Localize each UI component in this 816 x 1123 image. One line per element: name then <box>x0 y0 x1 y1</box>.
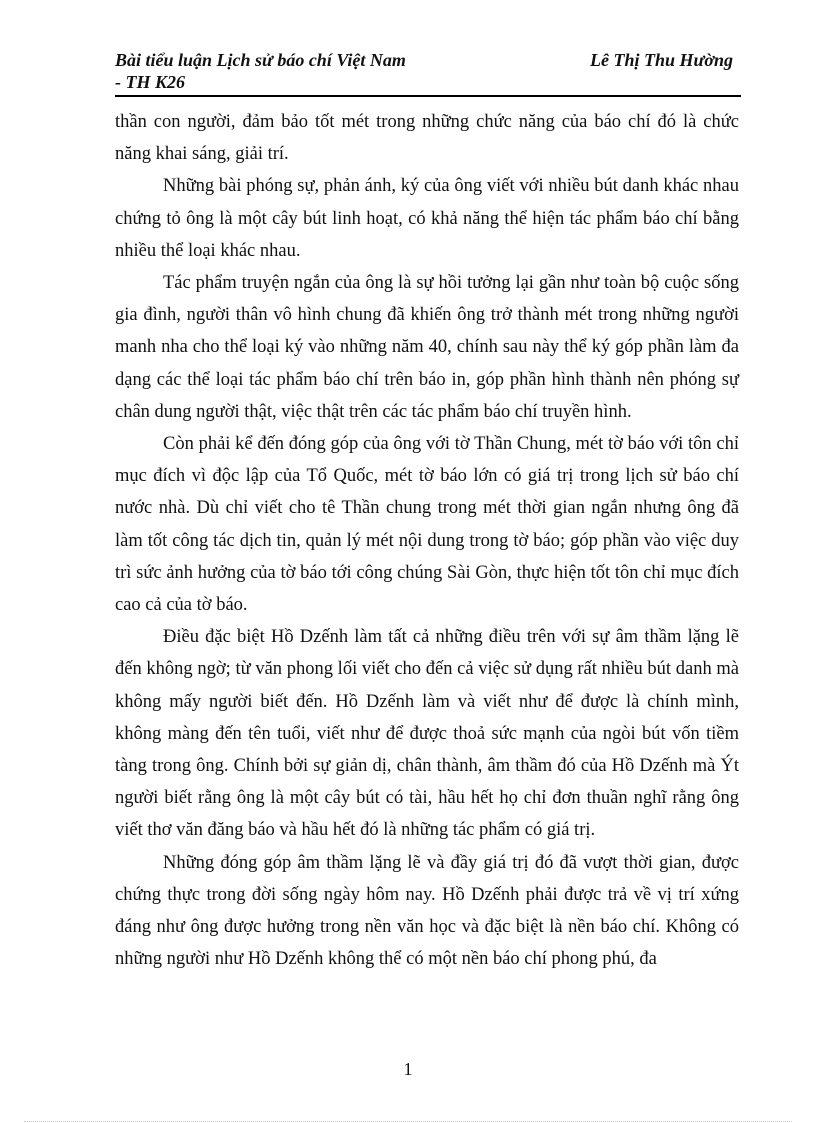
paragraph: Còn phải kể đến đóng góp của ông với tờ Thần Chung, mét tờ báo với tôn chỉ mục đích vì độc lập của Tổ Quốc, mét tờ báo lớn có giá trị trong lịch sử báo chí nước nhà. Dù chỉ viết cho tê Thần chung trong mét thời gian ngắn nhưng ông đã làm tốt công tác dịch tin, quản lý mét nội dung trong tờ báo; góp phần vào việc duy trì sức ảnh hưởng của tờ báo tới công chúng Sài Gòn, thực hiện tốt tôn chỉ mục đích cao cả của tờ báo. <box>115 434 739 616</box>
header-class-label: - TH K26 <box>115 72 185 92</box>
page-number: 1 <box>403 1059 413 1079</box>
header-title: Bài tiểu luận Lịch sử báo chí Việt Nam <box>115 50 406 70</box>
paragraph: Những đóng góp âm thầm lặng lẽ và đầy giá trị đó đã vượt thời gian, được chứng thực trong đời sống ngày hôm nay. Hồ Dzếnh phải được trả về vị trí xứng đáng như ông được hưởng trong nền văn học và đặc biệt là nền báo chí. Không có những người như Hồ Dzếnh không thể có một nền báo chí phong phú, đa <box>115 852 739 970</box>
document-body <box>115 106 739 975</box>
paragraph: Những bài phóng sự, phản ánh, ký của ông viết với nhiều bút danh khác nhau chứng tỏ ông là một cây bút linh hoạt, có khả năng thể hiện tác phẩm báo chí bằng nhiều thể loại khác nhau. <box>115 176 739 261</box>
paragraph: Điều đặc biệt Hồ Dzếnh làm tất cả những điều trên với sự âm thầm lặng lẽ đến không ngờ; từ văn phong lối viết cho đến cả việc sử dụng rất nhiều bút danh mà không mấy người biết đến. Hồ Dzếnh làm và viết như để được là chính mình, không màng đến tên tuổi, viết như để được thoả sức mạnh của ngòi bút vốn tiềm tàng trong ông. Chính bởi sự giản dị, chân thành, âm thầm đó của Hồ Dzếnh mà Ýt người biết rằng ông là một cây bút có tài, hầu hết họ chỉ đơn thuần nghĩ rằng ông viết thơ văn đăng báo và hầu hết đó là những tác phẩm có giá trị. <box>115 627 739 841</box>
page-bottom-divider <box>24 1121 792 1122</box>
paragraph: thần con người, đảm bảo tốt mét trong những chức năng của báo chí đó là chức năng khai sáng, giải trí. <box>115 112 739 165</box>
paragraph: Tác phẩm truyện ngắn của ông là sự hồi tưởng lại gần như toàn bộ cuộc sống gia đình, người thân vô hình chung đã khiến ông trở thành mét trong những người manh nha cho thể loại ký vào những năm 40, chính sau này thể ký góp phần làm đa dạng các thể loại tác phẩm báo chí trên báo in, góp phần hình thành nên phóng sự chân dung người thật, việc thật trên các tác phẩm báo chí truyền hình. <box>115 273 739 422</box>
page-header <box>115 48 741 97</box>
header-author: Lê Thị Thu Hường <box>590 50 733 70</box>
